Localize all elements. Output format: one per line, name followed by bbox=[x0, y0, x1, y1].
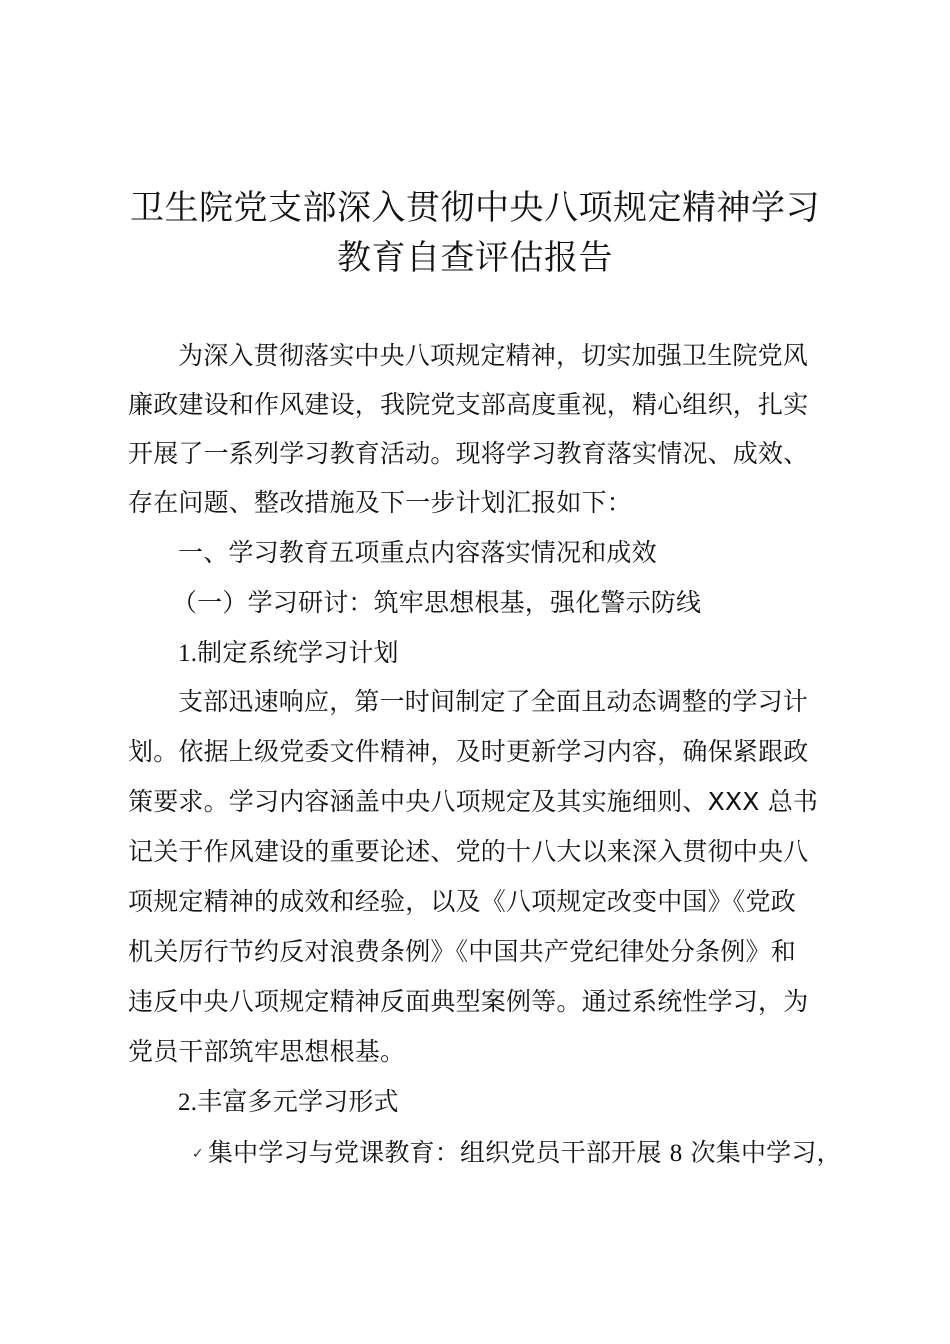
item-1-title: 制定系统学习计划 bbox=[197, 638, 399, 667]
item-1-body-line-8: 党员干部筑牢思想根基。 bbox=[128, 1037, 406, 1066]
subsection-1-heading: （一）学习研讨：筑牢思想根基，强化警示防线 bbox=[172, 588, 702, 617]
checkmark-icon: ✓ bbox=[192, 1146, 204, 1162]
bullet-item-1-text-b: 次集中学习， bbox=[682, 1138, 842, 1167]
intro-line-1: 为深入贯彻落实中央八项规定精神，切实加强卫生院党风 bbox=[178, 341, 809, 370]
bullet-item-1 bbox=[192, 1137, 842, 1170]
intro-line-3: 开展了一系列学习教育活动。现将学习教育落实情况、成效、 bbox=[128, 439, 809, 468]
item-2-heading bbox=[178, 1086, 399, 1119]
item-1-body-line-7: 违反中央八项规定精神反面典型案例等。通过系统性学习，为 bbox=[128, 987, 809, 1016]
document-title-line-1: 卫生院党支部深入贯彻中央八项规定精神学习 bbox=[130, 188, 820, 228]
item-1-body-line-1: 支部迅速响应，第一时间制定了全面且动态调整的学习计 bbox=[178, 687, 809, 716]
item-1-body-line-5: 项规定精神的成效和经验，以及《八项规定改变中国》《党政 bbox=[128, 887, 796, 916]
item-1-body-line-6: 机关厉行节约反对浪费条例》《中国共产党纪律处分条例》和 bbox=[128, 937, 796, 966]
document-title-line-2: 教育自查评估报告 bbox=[337, 238, 613, 278]
intro-line-2: 廉政建设和作风建设，我院党支部高度重视，精心组织，扎实 bbox=[128, 390, 809, 419]
item-1-body-line-2: 划。依据上级党委文件精神，及时更新学习内容，确保紧跟政 bbox=[128, 737, 809, 766]
item-2-number: 2. bbox=[178, 1089, 198, 1116]
item-1-body-line-3: 策要求。学习内容涵盖中央八项规定及其实施细则、XXX 总书 bbox=[128, 787, 819, 816]
item-2-title: 丰富多元学习形式 bbox=[197, 1087, 399, 1116]
bullet-item-1-text-a: 集中学习与党课教育：组织党员干部开展 bbox=[207, 1138, 670, 1167]
item-1-heading bbox=[178, 637, 399, 670]
intro-line-4: 存在问题、整改措施及下一步计划汇报如下： bbox=[128, 488, 633, 517]
bullet-item-1-count: 8 bbox=[669, 1140, 683, 1167]
section-1-heading: 一、学习教育五项重点内容落实情况和成效 bbox=[178, 538, 657, 567]
item-1-body-line-4: 记关于作风建设的重要论述、党的十八大以来深入贯彻中央八 bbox=[128, 837, 809, 866]
item-1-number: 1. bbox=[178, 640, 198, 667]
